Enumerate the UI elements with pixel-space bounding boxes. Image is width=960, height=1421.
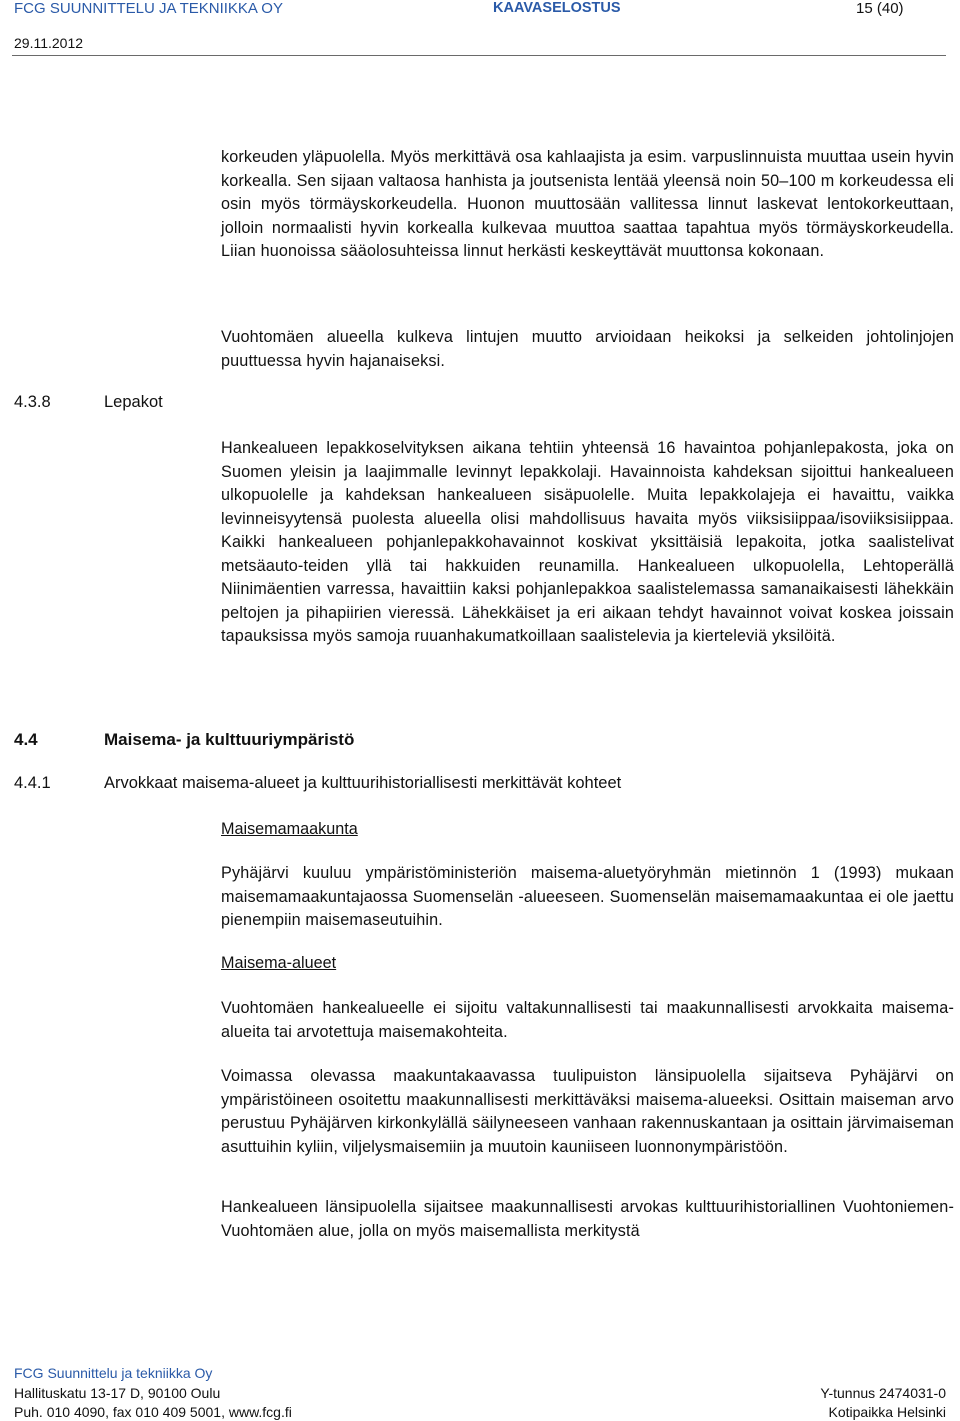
paragraph-cultural-area: Hankealueen länsipuolella sijaitsee maakunnallisesti arvokas kulttuurihistoriallinen Vuohtoniemen-Vuohtomäen alue, jolla on myös maisemallista merkitystä — [221, 1198, 954, 1240]
page-header — [0, 0, 960, 56]
section-title: Maisema- ja kulttuuriympäristö — [104, 730, 355, 749]
footer-company: FCG Suunnittelu ja tekniikka Oy — [14, 1365, 213, 1381]
section-title: Lepakot — [104, 393, 163, 411]
section-number: 4.4 — [14, 730, 38, 749]
section-title: Arvokkaat maisema-alueet ja kulttuurihistoriallisesti merkittävät kohteet — [104, 774, 622, 792]
subheading-maisema-alueet: Maisema-alueet — [221, 954, 337, 972]
footer-contact: Puh. 010 4090, fax 010 409 5001, www.fcg.fi — [14, 1404, 292, 1420]
subheading-maisemamaakunta: Maisemamaakunta — [221, 820, 358, 838]
paragraph-landscape-areas: Vuohtomäen hankealueelle ei sijoitu valtakunnallisesti tai maakunnallisesti arvokkaita maisema-alueita tai arvotettuja maisemakohteita. — [221, 999, 954, 1041]
header-company: FCG SUUNNITTELU JA TEKNIIKKA OY — [14, 0, 283, 17]
paragraph-bats: Hankealueen lepakkoselvityksen aikana tehtiin yhteensä 16 havaintoa pohjanlepakosta, joka on Suomen yleisin ja laajimmalle levinnyt lepakkolaji. Havainnoista kahdeksan sijoittui hankealueen ulkopuolelle ja kahdeksan hankealueen sisäpuolelle. Muita lepakkolajeja ei havaittu, vaikka levinneisyytensä puolesta alueella olisi mahdollisuus havaita myös viiksisiippaa/isoviiksisiippaa. Kaikki hankealueen pohjanlepakkohavainnot koskivat yksittäisiä lepakoita, jotka saalistelivat metsäauto-teiden yllä tai hakkuiden reunamilla. Hankealueen ulkopuolella, Lehtoperällä Niinimäentien varressa, havaittiin kaksi pohjanlepakkoa saalistelemassa samanaikaisesti lähekkäin peltojen ja pihapiirien vieressä. Lähekkäiset ja eri aikaan tehdyt havainnot voivat koskea joissain tapauksissa myös samoja ruuanhakumatkoillaan saalistelevia ja kierteleviä yksilöitä. — [221, 439, 954, 645]
section-heading-4-4-1 — [14, 774, 621, 793]
footer-business-id: Y-tunnus 2474031-0 — [820, 1385, 946, 1401]
section-heading-4-3-8 — [14, 393, 163, 412]
page-footer — [0, 1355, 960, 1421]
paragraph-regional-plan: Voimassa olevassa maakuntakaavassa tuulipuiston länsipuolella sijaitseva Pyhäjärvi on ympäristöineen osoitettu maakunnallisesti merkittäväksi maisema-alueeksi. Osittain maiseman arvo perustuu Pyhäjärven kirkonkylällä säilyneeseen vanhaan rakennuskantaan ja osittain järvimaiseman asuttuihin kyliin, viljelysmaisemiin ja muutoin kauniiseen luonnonympäristöön. — [221, 1067, 954, 1156]
footer-address: Hallituskatu 13-17 D, 90100 Oulu — [14, 1385, 221, 1401]
paragraph-bird-migration: korkeuden yläpuolella. Myös merkittävä osa kahlaajista ja esim. varpuslinnuista muuttaa usein hyvin korkealla. Sen sijaan valtaosa hanhista ja joutsenista lentää yleensä noin 50–100 m korkeudessa eli osin myös törmäyskorkeudella. Huonon muuttosään vallitessa linnut laskevat lentokorkeuttaan, jolloin normaalisti hyvin korkealla kulkevaa muuttoa saattaa tapahtua myös törmäyskorkeudella. Liian huonoissa sääolosuhteissa linnut herkästi keskeyttävät muuttonsa kokonaan. — [221, 148, 954, 260]
paragraph-migration-assessment: Vuohtomäen alueella kulkeva lintujen muutto arvioidaan heikoksi ja selkeiden johtolinjojen puuttuessa hyvin hajanaiseksi. — [221, 328, 954, 370]
footer-domicile: Kotipaikka Helsinki — [828, 1404, 946, 1420]
section-number: 4.4.1 — [14, 774, 51, 792]
section-number: 4.3.8 — [14, 393, 51, 411]
header-page-number: 15 (40) — [856, 0, 904, 17]
section-heading-4-4 — [14, 730, 354, 750]
paragraph-landscape-province: Pyhäjärvi kuuluu ympäristöministeriön maisema-aluetyöryhmän mietinnön 1 (1993) mukaan maisemamaakuntajaossa Suomenselän -alueeseen. Suomenselän maisemamaakuntaa ei ole jaettu pienempiin maisemaseutuihin. — [221, 864, 954, 929]
header-date: 29.11.2012 — [14, 35, 84, 51]
header-divider — [12, 55, 946, 56]
header-doc-type: KAAVASELOSTUS — [493, 0, 621, 16]
